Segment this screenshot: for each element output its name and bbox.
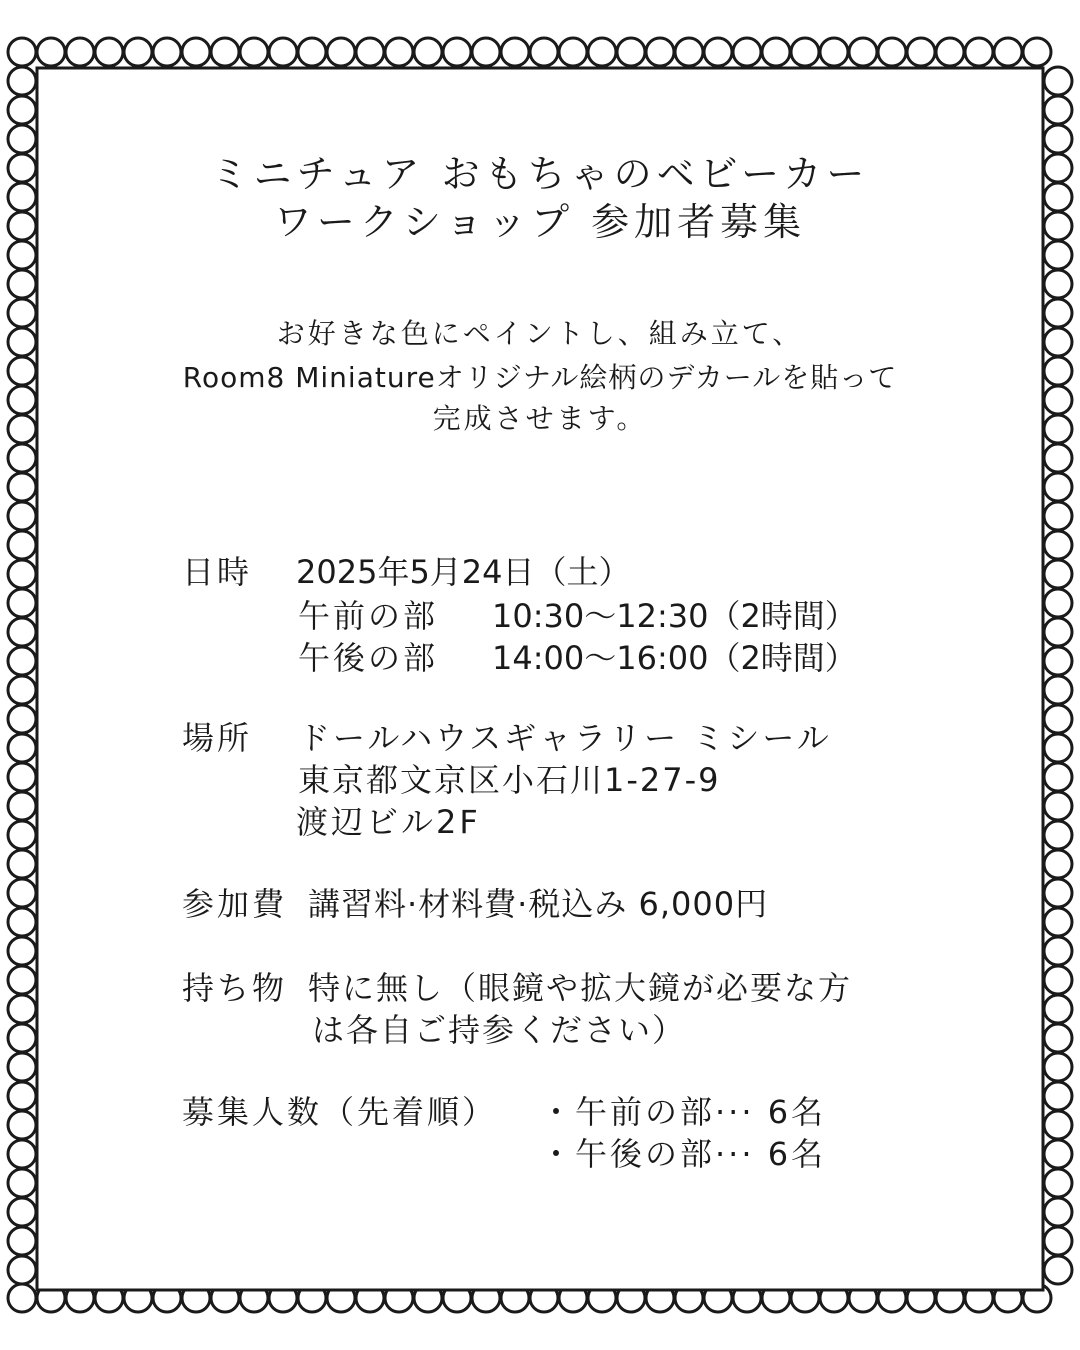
afternoon-session-time: 14:00〜16:00（2時間）	[492, 639, 857, 677]
title-line-1: ミニチュア おもちゃのベビーカー	[210, 152, 870, 196]
fee-value: 講習料·材料費·税込み 6,000円	[308, 885, 769, 923]
afternoon-session-label: 午後の部	[298, 639, 439, 677]
capacity-morning: ・午前の部··· 6名	[540, 1093, 827, 1131]
datetime-label: 日時	[182, 553, 253, 591]
capacity-afternoon: ・午後の部··· 6名	[540, 1135, 827, 1173]
place-address-2: 渡辺ビル2F	[296, 803, 481, 841]
datetime-date: 2025年5月24日（土）	[296, 553, 631, 591]
bring-line-1: 特に無し（眼鏡や拡大鏡が必要な方	[308, 969, 853, 1007]
place-address-1: 東京都文京区小石川1-27-9	[298, 761, 721, 799]
intro-line-3: 完成させます。	[432, 402, 648, 435]
capacity-label: 募集人数（先着順）	[182, 1093, 498, 1131]
morning-session-label: 午前の部	[298, 597, 439, 635]
place-name: ドールハウスギャラリー ミシール	[298, 719, 832, 757]
place-label: 場所	[182, 719, 253, 757]
intro-line-1: お好きな色にペイントし、組み立て、	[276, 317, 804, 350]
fee-label: 参加費	[182, 885, 288, 923]
morning-session-time: 10:30〜12:30（2時間）	[492, 597, 857, 635]
bring-line-2: は各自ご持参ください）	[312, 1011, 687, 1049]
bring-label: 持ち物	[182, 969, 288, 1007]
title-line-2: ワークショップ 参加者募集	[273, 200, 807, 244]
intro-line-2: Room8 Miniatureオリジナル絵柄のデカールを貼って	[182, 361, 898, 394]
